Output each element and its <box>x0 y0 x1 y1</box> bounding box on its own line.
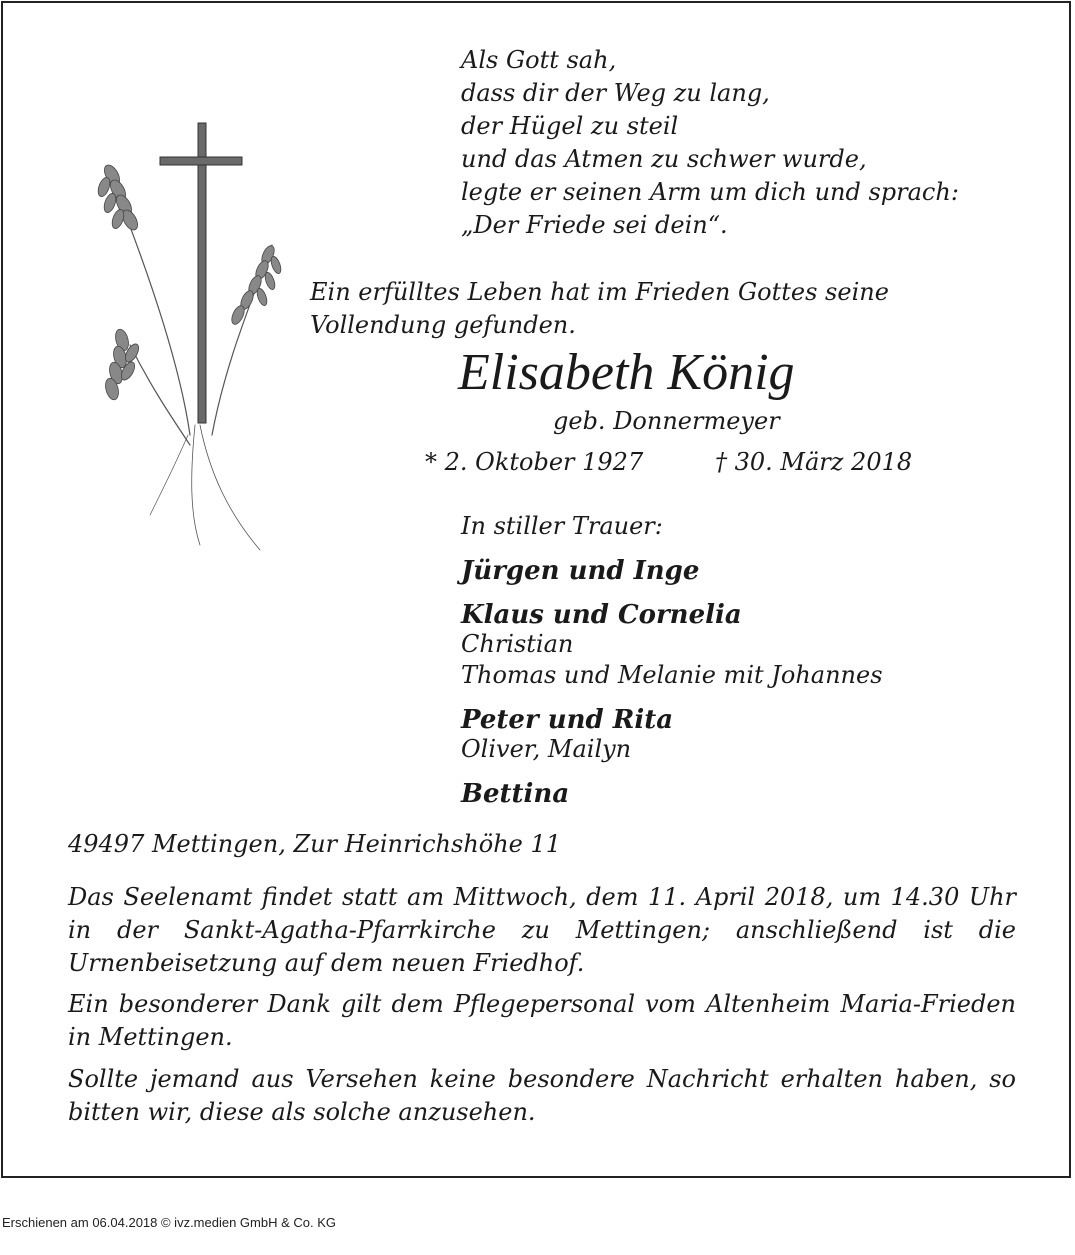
deceased-name: Elisabeth König <box>458 344 795 401</box>
notice-paragraph: Sollte jemand aus Versehen keine besondere Nachricht erhalten haben, so bitten wir, diese als solche anzusehen. <box>68 1065 1016 1126</box>
funeral-info-paragraph: Das Seelenamt findet statt am Mittwoch, dem 11. April 2018, um 14.30 Uhr in der Sankt-Agatha-Pfarrkirche zu Mettingen; anschließend ist die Urnenbeisetzung auf dem neuen Friedhof. <box>68 883 1016 977</box>
poem-line: dass dir der Weg zu lang, <box>461 79 770 107</box>
family-names: Jürgen und Inge <box>461 556 700 586</box>
family-members: Christian <box>461 630 574 658</box>
publication-footer: Erschienen am 06.04.2018 © ivz.medien GmbH & Co. KG <box>2 1215 337 1230</box>
address: 49497 Mettingen, Zur Heinrichshöhe 11 <box>68 830 562 858</box>
family-names: Klaus und Cornelia <box>461 600 742 630</box>
family-names: Peter und Rita <box>461 705 674 735</box>
mourners-heading: In stiller Trauer: <box>461 512 663 540</box>
thanks-paragraph: Ein besonderer Dank gilt dem Pflegepersonal vom Altenheim Maria-Frieden in Mettingen. <box>68 990 1016 1051</box>
intro-text: Ein erfülltes Leben hat im Frieden Gottes seine Vollendung gefunden. <box>310 278 889 339</box>
cross-with-wheat-icon <box>40 115 300 555</box>
poem-line: legte er seinen Arm um dich und sprach: <box>461 178 959 206</box>
maiden-name: geb. Donnermeyer <box>553 407 780 435</box>
family-members: Oliver, Mailyn <box>461 735 632 763</box>
poem <box>461 44 959 242</box>
family-names: Bettina <box>461 779 570 809</box>
poem-line: der Hügel zu steil <box>461 112 679 140</box>
death-date: † 30. März 2018 <box>715 448 913 476</box>
poem-line: und das Atmen zu schwer wurde, <box>461 145 867 173</box>
family-members: Thomas und Melanie mit Johannes <box>461 661 883 689</box>
poem-line: Als Gott sah, <box>461 46 617 74</box>
poem-line: „Der Friede sei dein“. <box>461 211 728 239</box>
birth-date: * 2. Oktober 1927 <box>425 448 644 476</box>
mourners-block <box>461 510 883 811</box>
